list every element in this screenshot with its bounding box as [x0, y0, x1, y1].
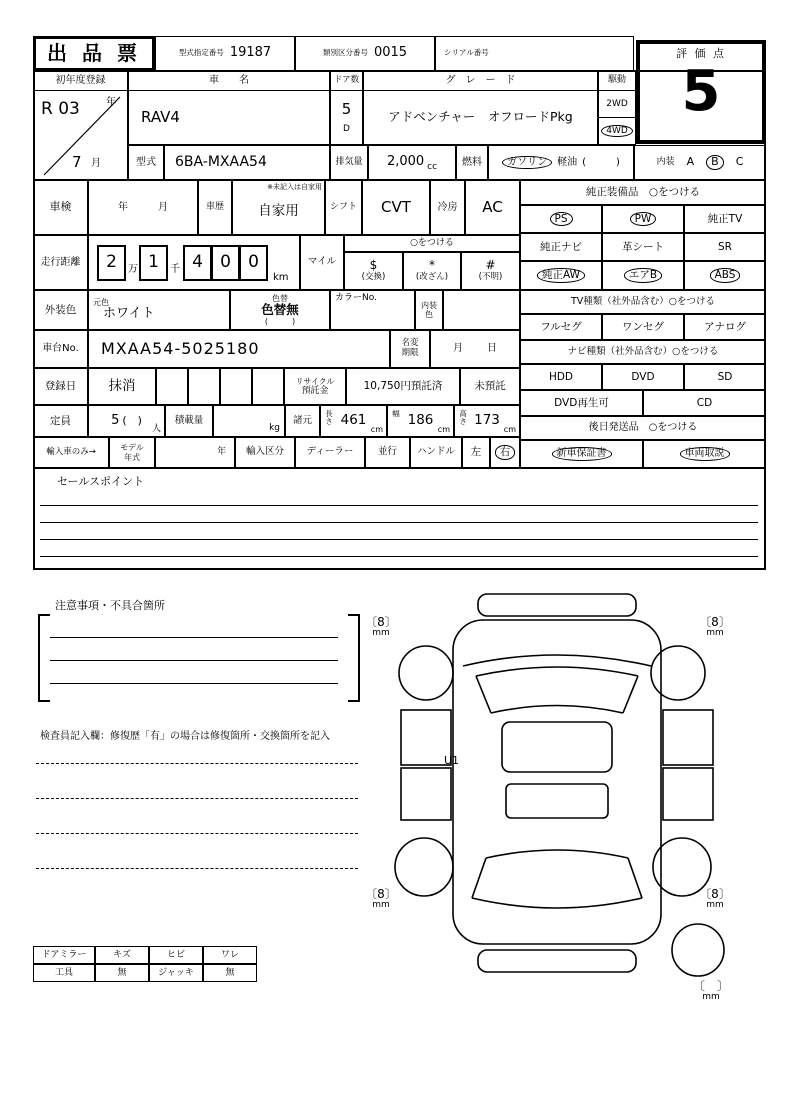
tools-r2c4: 無 — [203, 964, 257, 982]
displacement-label: 排気量 — [330, 145, 368, 180]
tools-r2c3: ジャッキ — [149, 964, 203, 982]
equip-navi-cell — [520, 233, 602, 261]
width-unit: cm — [437, 424, 450, 434]
equip-aw-cell — [520, 261, 602, 290]
bracket-close: 〕 — [717, 979, 730, 993]
mileage-digit-5: 0 — [239, 245, 268, 281]
base-color-value: ホワイト — [103, 306, 155, 322]
shipping-header: 後日発送品 ○をつける — [520, 416, 766, 440]
fuel-label: 燃料 — [456, 145, 488, 180]
spec-label: 諸元 — [285, 405, 320, 437]
height-value: 173 — [474, 412, 500, 429]
sales-line-2 — [40, 522, 758, 523]
cooling-value: AC — [465, 180, 520, 235]
damage-mark-u1: U1 — [444, 754, 460, 767]
rear-window-bottom — [472, 898, 642, 908]
tread-rr-value: 8 — [711, 887, 719, 901]
length-unit: cm — [370, 424, 383, 434]
sunroof — [502, 722, 612, 772]
handle-right: 右 — [495, 445, 516, 459]
model-code-label: 型式指定番号 — [178, 48, 224, 58]
navi-dvd: DVD — [602, 364, 684, 390]
tread-rear-left — [358, 888, 404, 911]
opt-exchange-label: (交換) — [361, 272, 386, 283]
base-color-cell — [88, 290, 230, 330]
capacity-unit: 人 — [151, 423, 161, 434]
mileage-circle-note: ○をつける — [344, 235, 520, 252]
right-front-door — [663, 710, 713, 765]
navi-header: ナビ種類（社外品含む）○をつける — [520, 340, 766, 364]
equip-abs-cell — [684, 261, 766, 290]
import-only-label: 輸入車のみ→ — [33, 437, 109, 468]
interior-color-label-2: 色 — [425, 310, 433, 319]
first-reg-month: 7 — [72, 152, 82, 171]
history-note: ※未記入は自家用 — [267, 183, 322, 191]
equip-aw: 純正AW — [537, 268, 585, 282]
bracket-open: 〔 — [699, 615, 712, 629]
class-code-cell — [295, 36, 435, 71]
recycle-deposit-done: 10,750円預託済 — [346, 368, 460, 405]
hood-line — [463, 655, 651, 666]
model-code-value: 19187 — [229, 45, 272, 61]
tread-front-left — [358, 616, 404, 639]
tv-header: TV種類（社外品含む）○をつける — [520, 290, 766, 314]
equip-tv-cell — [684, 205, 766, 233]
tv-oneseg: ワンセグ — [602, 314, 684, 340]
height-unit: cm — [503, 424, 516, 434]
recycle-deposit-not: 未預託 — [460, 368, 520, 405]
left-rear-door — [401, 768, 451, 820]
tv-fullseg: フルセグ — [520, 314, 602, 340]
load-cell — [213, 405, 285, 437]
bracket-open: 〔 — [365, 615, 378, 629]
car-body-outline — [453, 620, 661, 944]
right-rear-door — [663, 768, 713, 820]
model-year-cell — [155, 437, 235, 468]
history-cell — [232, 180, 325, 235]
handle-left: 左 — [462, 437, 490, 468]
length-value: 461 — [340, 412, 367, 429]
sales-point-label: セールスポイント — [57, 475, 145, 488]
front-bumper — [478, 594, 636, 616]
color-change-label: 色替 — [272, 293, 288, 303]
tread-fr-unit: mm — [706, 628, 724, 639]
inspector-line-1 — [36, 763, 358, 764]
mileage-digit-3: 4 — [183, 245, 212, 281]
interior-color-label — [415, 290, 443, 330]
load-unit: kg — [269, 422, 280, 433]
fuel-diesel: 軽油 — [557, 156, 578, 168]
notes-line-3 — [50, 683, 338, 684]
tread-rr-unit: mm — [706, 900, 724, 911]
spec-width-cell — [387, 405, 454, 437]
tools-r1c2: キズ — [95, 946, 149, 964]
displacement-value: 2,000 — [386, 154, 425, 170]
opt-tampered-label: (改ざん) — [415, 272, 449, 283]
navi-sd: SD — [684, 364, 766, 390]
page-title: 出 品 票 — [33, 36, 155, 71]
name-change-label — [390, 330, 430, 368]
shaken-value: 年 月 — [88, 180, 198, 235]
mileage-unit: km — [273, 272, 289, 283]
rear-window-top — [486, 850, 628, 858]
interior-color-value — [443, 290, 520, 330]
model-year-label — [109, 437, 155, 468]
navi-cd: CD — [643, 390, 766, 416]
model-year-label-2: 年式 — [124, 452, 140, 462]
tools-r1c1: ドアミラー — [33, 946, 95, 964]
equip-ps: PS — [550, 212, 573, 226]
bracket-close: 〕 — [384, 615, 397, 629]
bracket-close: 〕 — [718, 887, 731, 901]
tread-rear-right — [692, 888, 738, 911]
displacement-unit: cc — [427, 162, 438, 173]
class-code-label: 類別区分番号 — [322, 48, 368, 58]
windshield-top — [476, 667, 638, 676]
width-label: 幅 — [392, 409, 400, 418]
drive-2wd: 2WD — [598, 90, 636, 118]
registration-value: 抹消 — [88, 368, 156, 405]
equipment-header: 純正装備品 ○をつける — [520, 180, 766, 205]
fuel-gasoline: ガソリン — [502, 156, 552, 170]
model-year-label-1: モデル — [120, 443, 144, 453]
inspector-line-3 — [36, 833, 358, 834]
doors-label: ドア数 — [330, 70, 363, 91]
name-change-day: 日 — [487, 343, 497, 355]
first-reg-cell — [33, 90, 128, 180]
notes-label: 注意事項・不具合箇所 — [55, 599, 165, 612]
length-label: 長さ — [325, 409, 333, 427]
tv-analog: アナログ — [684, 314, 766, 340]
inspector-line-2 — [36, 798, 358, 799]
equip-airbag-cell — [602, 261, 684, 290]
opt-exchange-symbol: $ — [369, 258, 378, 273]
mile-label: マイル — [300, 235, 344, 290]
sales-line-1 — [40, 505, 758, 506]
class-code-value: 0015 — [373, 45, 408, 61]
import-dealer: ディーラー — [295, 437, 365, 468]
registration-label: 登録日 — [33, 368, 88, 405]
import-parallel: 並行 — [365, 437, 410, 468]
shaken-label: 車検 — [33, 180, 88, 235]
rear-bumper — [478, 950, 636, 972]
score-box — [636, 40, 766, 144]
equip-leather-cell — [602, 233, 684, 261]
tread-rl-unit: mm — [372, 900, 390, 911]
color-change-value: 色替無 — [261, 301, 299, 317]
warranty-book: 新車保証書 — [552, 447, 612, 461]
bracket-open: 〔 — [699, 887, 712, 901]
bracket-close: 〕 — [718, 615, 731, 629]
bracket-open: 〔 — [692, 979, 705, 993]
interior-label: 内装 — [656, 157, 675, 168]
model-label: 型式 — [128, 145, 164, 180]
mileage-opt-exchange — [344, 252, 403, 290]
tread-fl-value: 8 — [377, 615, 385, 629]
color-no-label: カラーNo. — [330, 290, 415, 330]
history-value: 自家用 — [258, 202, 299, 219]
navi-hdd: HDD — [520, 364, 602, 390]
doors-sub: D — [343, 123, 350, 134]
spec-height-cell — [454, 405, 520, 437]
name-change-label-2: 期限 — [401, 348, 419, 358]
navi-dvd-play: DVD再生可 — [520, 390, 643, 416]
first-reg-era: R 03 — [41, 99, 80, 119]
fuel-cell — [488, 145, 634, 180]
fuel-paren: ( ) — [582, 156, 620, 168]
shift-label: シフト — [325, 180, 362, 235]
model-year-suffix: 年 — [216, 447, 226, 458]
warranty-cell — [520, 440, 643, 468]
sales-line-4 — [40, 556, 758, 557]
equip-sr: SR — [718, 240, 732, 253]
history-label: 車歴 — [198, 180, 232, 235]
load-label: 積載量 — [165, 405, 213, 437]
mileage-opt-tampered — [403, 252, 461, 290]
serial-label: シリアル番号 — [444, 48, 489, 58]
windshield-bottom — [491, 706, 623, 714]
shift-value: CVT — [362, 180, 430, 235]
doors-value: 5 — [341, 99, 352, 118]
cooling-label: 冷房 — [430, 180, 465, 235]
equip-pw-cell — [602, 205, 684, 233]
tools-r1c4: ワレ — [203, 946, 257, 964]
score-label: 評 価 点 — [676, 47, 726, 60]
doors-cell — [330, 90, 363, 145]
interior-c: C — [735, 155, 744, 169]
name-change-month: 月 — [453, 343, 463, 355]
tools-r2c1: 工具 — [33, 964, 95, 982]
tread-rl-value: 8 — [377, 887, 385, 901]
tread-fl-unit: mm — [372, 628, 390, 639]
name-change-label-1: 名変 — [401, 338, 419, 349]
equip-ps-cell — [520, 205, 602, 233]
vehicle-manual: 車両取説 — [680, 447, 730, 461]
equip-abs: ABS — [710, 268, 741, 282]
capacity-paren: ( ) — [122, 413, 142, 427]
opt-tampered-symbol: * — [429, 258, 435, 273]
notes-line-1 — [50, 637, 338, 638]
drive-label: 駆動 — [598, 70, 636, 91]
notes-line-2 — [50, 660, 338, 661]
chassis-value: MXAA54-5025180 — [88, 330, 390, 368]
color-change-cell — [230, 290, 330, 330]
first-reg-label: 初年度登録 — [33, 70, 128, 91]
first-reg-year-suffix: 年 — [106, 97, 116, 108]
car-name-value: RAV4 — [128, 90, 330, 145]
tread-fr-value: 8 — [711, 615, 719, 629]
mileage-digit-1: 2 — [97, 245, 126, 281]
drive-4wd-cell — [598, 117, 636, 145]
cabin-panel — [506, 784, 608, 818]
registration-empty-2 — [188, 368, 220, 405]
bracket-open: 〔 — [365, 887, 378, 901]
opt-unknown-symbol: # — [485, 258, 496, 273]
height-label: 高さ — [459, 409, 467, 427]
interior-grade-cell — [634, 145, 766, 180]
serial-cell — [435, 36, 634, 71]
bracket-close: 〕 — [384, 887, 397, 901]
mileage-cell — [88, 235, 300, 290]
manual-cell — [643, 440, 766, 468]
notes-bracket-left — [38, 614, 50, 702]
registration-empty-4 — [252, 368, 284, 405]
color-change-paren: ( ) — [264, 317, 296, 327]
interior-b: B — [706, 155, 724, 170]
handle-right-cell — [490, 437, 520, 468]
mileage-opt-unknown — [461, 252, 520, 290]
grade-label: グ レ ー ド — [363, 70, 598, 91]
grade-value: アドベンチャー オフロードPkg — [363, 90, 598, 145]
tread-spare — [688, 980, 734, 1003]
inspector-label: 検査員記入欄：修復歴「有」の場合は修復箇所・交換箇所を記入 — [40, 731, 330, 742]
import-division-label: 輸入区分 — [235, 437, 295, 468]
spare-tire — [672, 924, 724, 976]
recycle-label-1: リサイクル — [295, 376, 335, 386]
spec-length-cell — [320, 405, 387, 437]
equip-airbag: エアB — [624, 268, 662, 282]
model-value: 6BA-MXAA54 — [164, 145, 330, 180]
sales-line-3 — [40, 539, 758, 540]
mileage-sen: 千 — [170, 264, 180, 275]
registration-empty-3 — [220, 368, 252, 405]
tread-spare-unit: mm — [702, 992, 720, 1003]
equip-pw: PW — [630, 212, 657, 226]
registration-empty-1 — [156, 368, 188, 405]
base-color-label: 元色 — [93, 297, 109, 307]
capacity-label: 定員 — [33, 405, 88, 437]
car-name-label: 車 名 — [128, 70, 330, 91]
displacement-cell — [368, 145, 456, 180]
front-right-wheel — [651, 646, 705, 700]
width-value: 186 — [407, 412, 434, 429]
score-value: 5 — [681, 58, 721, 124]
first-reg-month-suffix: 月 — [91, 157, 101, 169]
mileage-man: 万 — [128, 264, 138, 275]
name-change-date-cell — [430, 330, 520, 368]
inspector-line-4 — [36, 868, 358, 869]
tread-front-right — [692, 616, 738, 639]
capacity-cell — [88, 405, 165, 437]
recycle-label — [284, 368, 346, 405]
interior-a: A — [686, 155, 695, 169]
mileage-label: 走行距離 — [33, 235, 88, 290]
tools-r2c2: 無 — [95, 964, 149, 982]
equip-tv: 純正TV — [707, 212, 743, 225]
capacity-value: 5 — [111, 412, 120, 428]
equip-sr-cell — [684, 233, 766, 261]
equip-navi: 純正ナビ — [540, 240, 582, 253]
mileage-digit-2: 1 — [139, 245, 168, 281]
opt-unknown-label: (不明) — [478, 272, 503, 283]
ext-color-label: 外装色 — [33, 290, 88, 330]
front-left-wheel — [399, 646, 453, 700]
handle-label: ハンドル — [410, 437, 462, 468]
car-top-view-diagram — [360, 578, 770, 1033]
tools-r1c3: ヒビ — [149, 946, 203, 964]
equip-leather: 革シート — [622, 240, 664, 253]
mileage-digit-4: 0 — [211, 245, 240, 281]
interior-color-label-1: 内装 — [421, 300, 437, 310]
recycle-label-2: 預託金 — [301, 385, 329, 396]
model-code-cell — [155, 36, 295, 71]
drive-4wd: 4WD — [601, 125, 633, 137]
tread-spare-value — [705, 979, 717, 993]
chassis-label: 車台No. — [33, 330, 88, 368]
